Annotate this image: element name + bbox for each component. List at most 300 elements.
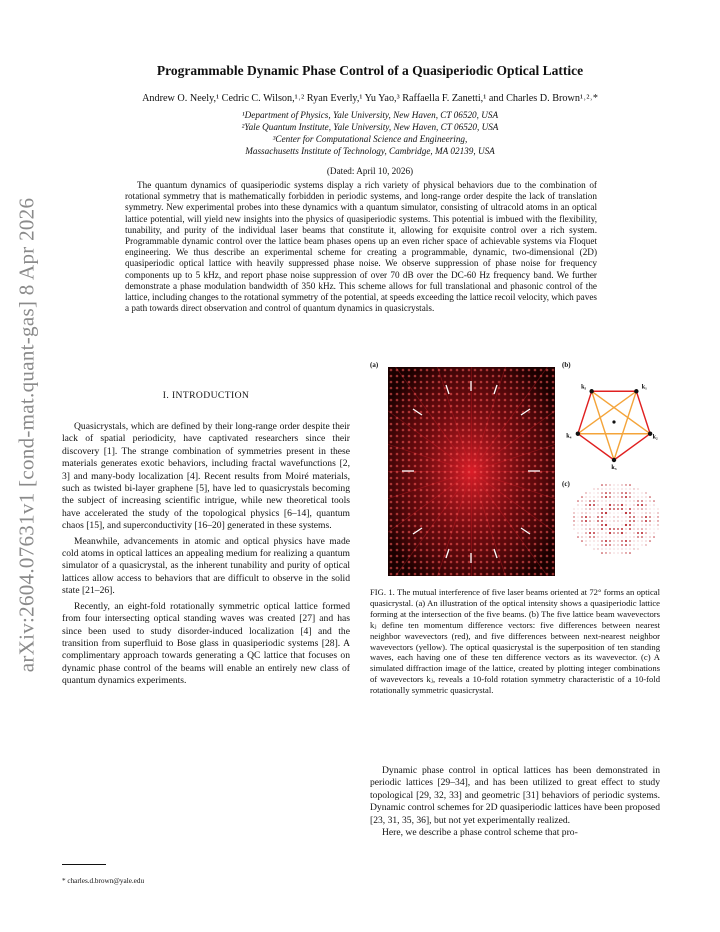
diffraction-peak bbox=[613, 508, 615, 510]
wavevector-tip bbox=[576, 432, 580, 436]
diffraction-peak bbox=[649, 516, 651, 518]
diffraction-peak bbox=[625, 536, 626, 537]
diffraction-peak bbox=[641, 500, 643, 502]
diffraction-peak bbox=[653, 536, 655, 538]
diffraction-peak bbox=[609, 492, 611, 494]
diffraction-peak bbox=[637, 520, 638, 521]
diffraction-peak bbox=[585, 512, 586, 513]
intro-paragraph: Quasicrystals, which are defined by their long-range order despite their lack of spatial periodicity, have captivated researchers since their discovery [1]. The strange combination of symmetries present in these materials generates exotic behaviors, including fractal wavefunctions [2, 3] and many-body localization [4]. Recent results from Moiré materials, such as twisted bi-layer graphene [5], have led to quasicrystals becoming the subject of increasing scientific intrigue, while new theoretical tools have accelerated the study of the topological physics [6–14], quantum chaos [15], and superconductivity [16–20] generated in these systems. bbox=[62, 421, 350, 532]
diffraction-peak bbox=[610, 501, 611, 502]
diffraction-peak bbox=[574, 509, 575, 510]
diffraction-peak bbox=[597, 492, 598, 493]
paper-title: Programmable Dynamic Phase Control of a Quasiperiodic Optical Lattice bbox=[156, 63, 584, 78]
diffraction-peak bbox=[633, 524, 634, 525]
diffraction-peak bbox=[629, 540, 631, 542]
diffraction-peak bbox=[601, 552, 603, 554]
footnote-rule bbox=[62, 864, 106, 865]
diffraction-peak bbox=[613, 492, 614, 493]
diffraction-peak bbox=[645, 540, 646, 541]
diffraction-peak bbox=[621, 544, 623, 546]
diffraction-peak bbox=[621, 492, 623, 494]
diffraction-peak bbox=[618, 553, 619, 554]
diffraction-peak bbox=[649, 524, 650, 525]
diffraction-peak bbox=[593, 548, 594, 549]
diffraction-peak bbox=[577, 500, 579, 502]
diffraction-peak bbox=[585, 528, 586, 529]
diffraction-peak bbox=[633, 504, 634, 505]
diffraction-peak bbox=[622, 501, 623, 502]
diffraction-peak bbox=[614, 485, 615, 486]
diffraction-peak bbox=[641, 516, 643, 518]
diffraction-peak bbox=[633, 548, 634, 549]
diffraction-peak bbox=[625, 524, 627, 526]
diffraction-peak bbox=[653, 532, 654, 533]
diffraction-peak bbox=[613, 504, 615, 506]
diffraction-peak bbox=[629, 520, 631, 522]
diffraction-peak bbox=[582, 509, 583, 510]
diffraction-peak bbox=[637, 528, 638, 529]
diffraction-peak bbox=[594, 513, 595, 514]
diffraction-peak bbox=[614, 549, 615, 550]
diffraction-peak bbox=[657, 520, 658, 521]
diffraction-peak bbox=[625, 528, 626, 529]
diffraction-peak bbox=[650, 533, 651, 534]
diffraction-peak bbox=[610, 517, 611, 518]
diffraction-peak bbox=[601, 492, 603, 494]
diffraction-peak bbox=[621, 540, 623, 542]
diffraction-peak bbox=[625, 516, 626, 517]
nearest-difference-vector bbox=[578, 434, 614, 460]
diffraction-peak bbox=[657, 512, 658, 513]
diffraction-peak bbox=[618, 489, 619, 490]
diffraction-peak bbox=[606, 489, 607, 490]
diffraction-peak bbox=[625, 520, 626, 521]
diffraction-peak bbox=[589, 532, 591, 534]
diffraction-peak bbox=[577, 504, 578, 505]
figure-caption: FIG. 1. The mutual interference of five laser beams oriented at 72° forms an optical quasicrystal. (a) An illustration of the optical intensity shows a quasiperiodic lattice forming at the intersection of the five beams. (b) The five lattice beam wavevectors kⱼ define ten momentum difference vectors: five differences between nearest neighbor wavevectors (red), and five differences between next-nearest neighbor wavevectors (yellow). The optical quasicrystal is the superposition of ten standing waves, each having one of these ten difference vectors as its wavevector. (c) A simulated diffraction image of the lattice, created by plotting integer combinations of wavevectors kⱼ, reveals a 10-fold rotation symmetry characteristic of a 10-fold rotationally symmetric quasicrystal. bbox=[370, 587, 660, 696]
diffraction-peak bbox=[610, 537, 611, 538]
wavevector-tip bbox=[612, 458, 616, 462]
diffraction-peak bbox=[633, 492, 634, 493]
diffraction-peak bbox=[637, 500, 639, 502]
diffraction-peak bbox=[601, 496, 603, 498]
diffraction-peak bbox=[649, 512, 650, 513]
diffraction-peak bbox=[597, 540, 598, 541]
diffraction-peak bbox=[633, 500, 634, 501]
diffraction-peak bbox=[621, 508, 623, 510]
wavevector-label: k₃ bbox=[611, 465, 617, 471]
diffraction-peak bbox=[581, 536, 582, 537]
diffraction-peak bbox=[581, 496, 583, 498]
diffraction-peak bbox=[601, 528, 603, 530]
diffraction-peak bbox=[637, 548, 638, 549]
diffraction-peak bbox=[633, 544, 634, 545]
diffraction-peak bbox=[638, 513, 639, 514]
diffraction-peak bbox=[629, 536, 630, 537]
diffraction-peak bbox=[642, 513, 643, 514]
diffraction-peak bbox=[585, 532, 587, 534]
diffraction-peak bbox=[581, 540, 583, 542]
diffraction-peak bbox=[654, 513, 655, 514]
diffraction-peak bbox=[649, 540, 651, 542]
diffraction-peak bbox=[590, 497, 591, 498]
diffraction-peak bbox=[582, 505, 583, 506]
diffraction-peak bbox=[629, 484, 631, 486]
diffraction-peak bbox=[589, 500, 591, 502]
diffraction-peak bbox=[582, 533, 583, 534]
diffraction-peak bbox=[637, 504, 639, 506]
diffraction-peak bbox=[625, 544, 627, 546]
date-line: (Dated: April 10, 2026) bbox=[326, 166, 414, 176]
diffraction-peak bbox=[642, 497, 643, 498]
diffraction-peak bbox=[641, 532, 643, 534]
diffraction-peak bbox=[622, 537, 623, 538]
diffraction-peak bbox=[602, 505, 603, 506]
diffraction-peak bbox=[654, 517, 655, 518]
diffraction-peak bbox=[593, 536, 595, 538]
diffraction-peak bbox=[609, 528, 611, 530]
diffraction-peak bbox=[626, 489, 627, 490]
affiliation-4: Massachusetts Institute of Technology, Cambridge, MA 02139, USA bbox=[245, 146, 495, 156]
diffraction-peak bbox=[597, 512, 598, 513]
diffraction-peak bbox=[594, 525, 595, 526]
diffraction-peak bbox=[593, 528, 594, 529]
diffraction-peak bbox=[637, 532, 639, 534]
diffraction-peak bbox=[642, 545, 643, 546]
diffraction-peak bbox=[645, 536, 646, 537]
diffraction-peak bbox=[589, 536, 591, 538]
diffraction-peak bbox=[605, 536, 606, 537]
diffraction-peak bbox=[629, 492, 631, 494]
diffraction-peak bbox=[649, 536, 650, 537]
diffraction-peak bbox=[578, 513, 579, 514]
diffraction-peak bbox=[621, 528, 623, 530]
diffraction-peak bbox=[641, 536, 643, 538]
diffraction-peak bbox=[605, 520, 606, 521]
diffraction-peak bbox=[614, 525, 615, 526]
diffraction-peak bbox=[617, 492, 618, 493]
diffraction-peak bbox=[657, 524, 658, 525]
diffraction-peak bbox=[650, 505, 651, 506]
diffraction-peak bbox=[609, 504, 611, 506]
body-paragraph: Dynamic phase control in optical lattices has been demonstrated in periodic lattices [29–34], and has been utilized to great effect to study topological [29, 32, 33] and geometric [31] behaviors of periodic systems. Dynamic control schemes for 2D quasiperiodic lattices have been proposed [23, 31, 35, 36], but not yet experimentally realized. bbox=[370, 765, 660, 826]
affiliation-1: ¹Department of Physics, Yale University, New Haven, CT 06520, USA bbox=[241, 110, 499, 120]
diffraction-peak bbox=[601, 484, 603, 486]
diffraction-peak bbox=[621, 496, 623, 498]
diffraction-peak bbox=[617, 516, 618, 517]
diffraction-peak bbox=[625, 504, 626, 505]
diffraction-peak bbox=[602, 549, 603, 550]
diffraction-peak bbox=[625, 508, 626, 509]
diffraction-peak bbox=[610, 525, 611, 526]
diffraction-peak bbox=[638, 493, 639, 494]
diffraction-peak bbox=[633, 508, 634, 509]
diffraction-peak bbox=[617, 520, 618, 521]
diffraction-peak bbox=[629, 544, 631, 546]
diffraction-peak bbox=[597, 516, 599, 518]
diffraction-peak bbox=[593, 516, 594, 517]
next-nearest-difference-vector bbox=[578, 391, 636, 433]
wavevector-label: k₅ bbox=[581, 384, 587, 391]
wavevector-tip bbox=[589, 389, 593, 393]
diffraction-peak bbox=[593, 488, 594, 489]
diffraction-peak bbox=[630, 549, 631, 550]
diffraction-peak bbox=[617, 540, 618, 541]
diffraction-peak bbox=[593, 496, 594, 497]
diffraction-peak bbox=[578, 509, 579, 510]
next-nearest-difference-vector bbox=[614, 391, 636, 460]
diffraction-peak bbox=[589, 528, 591, 530]
diffraction-peak bbox=[589, 520, 591, 522]
diffraction-peak bbox=[578, 525, 579, 526]
diffraction-peak bbox=[613, 528, 615, 530]
diffraction-peak bbox=[573, 524, 574, 525]
diffraction-peak bbox=[585, 536, 586, 537]
next-nearest-difference-vector bbox=[592, 391, 614, 460]
arxiv-identifier: arXiv:2604.07631v1 [cond-mat.quant-gas] 8 Apr 2026 bbox=[14, 197, 39, 673]
abstract: The quantum dynamics of quasiperiodic systems display a rich variety of physical behaviors due to the combination of rotational symmetry that is mathematically forbidden in periodic systems, and long-range order despite the lack of translation symmetry. New experimental probes into these dynamics with a quantum simulator, consisting of ultracold atoms in an optical lattice potential, will yield new insights into the physics of quasiperiodic systems. This potential is imbued with the flexibility, tunability, and purity of the individual laser beams that constitute it, allowing for exquisite control over a rich system. Programmable dynamic control over the lattice beam phases opens up an even richer space of achievable systems via Floquet engineering. We thus describe an experimental scheme for creating a programmable, dynamic, two-dimensional (2D) quasiperiodic optical lattice with heavily suppressed phase noise. We observe suppression of phase noise for frequency components up to 5 kHz, and report phase noise suppression of over 70 dB over the DC-60 Hz frequency band. We further demonstrate a phase modulation bandwidth of 350 kHz. This scheme allows for full translational and phasonic control of the lattice, including changes to the rotational symmetry of the potential, at speeds exceeding the lattice recoil velocity, which paves a path towards direct observation and control of quantum dynamics in quasicrystals. bbox=[125, 180, 597, 314]
figure-panel-b-label: (b) bbox=[562, 361, 571, 369]
diffraction-pattern bbox=[572, 483, 660, 555]
diffraction-peak bbox=[610, 489, 611, 490]
diffraction-peak bbox=[601, 524, 603, 526]
diffraction-peak bbox=[629, 500, 630, 501]
diffraction-peak bbox=[609, 508, 611, 510]
diffraction-peak bbox=[590, 513, 591, 514]
nearest-difference-vector bbox=[578, 391, 592, 433]
diffraction-peak bbox=[590, 545, 591, 546]
diffraction-peak bbox=[618, 525, 619, 526]
diffraction-peak bbox=[654, 509, 655, 510]
diffraction-peak bbox=[629, 508, 631, 510]
diffraction-peak bbox=[645, 512, 646, 513]
diffraction-peak bbox=[617, 532, 619, 534]
diffraction-peak bbox=[637, 536, 639, 538]
diffraction-peak bbox=[581, 512, 582, 513]
diffraction-peak bbox=[613, 520, 614, 521]
diffraction-peak bbox=[577, 536, 579, 538]
diffraction-peak bbox=[645, 524, 646, 525]
footnote-email: * charles.d.brown@yale.edu bbox=[62, 877, 145, 885]
diffraction-peak bbox=[629, 512, 631, 514]
origin-dot bbox=[612, 420, 615, 423]
body-paragraph: Here, we describe a phase control scheme that pro- bbox=[382, 827, 578, 839]
diffraction-peak bbox=[614, 537, 615, 538]
diffraction-peak bbox=[645, 528, 646, 529]
left-column bbox=[62, 421, 350, 688]
diffraction-peak bbox=[585, 508, 586, 509]
diffraction-peak bbox=[589, 516, 591, 518]
diffraction-peak bbox=[637, 496, 638, 497]
diffraction-peak bbox=[597, 500, 598, 501]
diffraction-peak bbox=[578, 517, 579, 518]
diffraction-peak bbox=[614, 553, 615, 554]
diffraction-peak bbox=[633, 512, 634, 513]
diffraction-peak bbox=[609, 532, 611, 534]
diffraction-peak bbox=[629, 496, 631, 498]
diffraction-peak bbox=[629, 552, 631, 554]
diffraction-peak bbox=[642, 493, 643, 494]
diffraction-peak bbox=[578, 529, 579, 530]
diffraction-peak bbox=[601, 540, 603, 542]
diffraction-peak bbox=[605, 540, 607, 542]
diffraction-peak bbox=[590, 493, 591, 494]
diffraction-peak bbox=[573, 512, 574, 513]
diffraction-peak bbox=[613, 540, 614, 541]
wavevector-label: k₁ bbox=[641, 384, 647, 391]
diffraction-peak bbox=[597, 536, 598, 537]
diffraction-peak bbox=[633, 532, 634, 533]
right-column bbox=[370, 765, 660, 839]
diffraction-peak bbox=[593, 504, 595, 506]
diffraction-peak bbox=[605, 544, 607, 546]
diffraction-peak bbox=[625, 496, 627, 498]
diffraction-peak bbox=[633, 528, 634, 529]
diffraction-peak bbox=[585, 516, 587, 518]
diffraction-peak bbox=[597, 528, 598, 529]
diffraction-peak bbox=[622, 489, 623, 490]
diffraction-peak bbox=[645, 544, 646, 545]
diffraction-peak bbox=[641, 508, 643, 510]
arxiv-identifier-sidebar bbox=[2, 197, 52, 673]
diffraction-peak bbox=[613, 496, 614, 497]
diffraction-peak bbox=[601, 536, 602, 537]
diffraction-peak bbox=[605, 532, 606, 533]
diffraction-peak bbox=[605, 500, 606, 501]
diffraction-peak bbox=[610, 513, 611, 514]
diffraction-peak bbox=[641, 520, 643, 522]
diffraction-peak bbox=[658, 509, 659, 510]
diffraction-peak bbox=[578, 521, 579, 522]
diffraction-peak bbox=[625, 500, 626, 501]
diffraction-peak bbox=[617, 508, 619, 510]
diffraction-peak bbox=[597, 504, 598, 505]
diffraction-peak bbox=[629, 524, 631, 526]
diffraction-peak bbox=[618, 485, 619, 486]
diffraction-peak bbox=[629, 516, 631, 518]
diffraction-peak bbox=[581, 520, 583, 522]
diffraction-peak bbox=[605, 504, 606, 505]
diffraction-peak bbox=[654, 521, 655, 522]
diffraction-peak bbox=[610, 521, 611, 522]
diffraction-peak bbox=[625, 484, 626, 485]
diffraction-peak bbox=[622, 513, 623, 514]
diffraction-peak bbox=[597, 548, 598, 549]
diffraction-peak bbox=[610, 549, 611, 550]
diffraction-peak bbox=[645, 496, 646, 497]
diffraction-peak bbox=[593, 540, 594, 541]
diffraction-peak bbox=[574, 529, 575, 530]
figure-panel-c-label: (c) bbox=[562, 480, 570, 488]
diffraction-peak bbox=[645, 504, 647, 506]
diffraction-peak bbox=[585, 504, 587, 506]
diffraction-peak bbox=[594, 545, 595, 546]
affiliation-2: ²Yale Quantum Institute, Yale University, New Haven, CT 06520, USA bbox=[241, 122, 499, 132]
diffraction-peak bbox=[593, 520, 594, 521]
diffraction-peak bbox=[637, 508, 638, 509]
diffraction-peak bbox=[621, 532, 623, 534]
diffraction-peak bbox=[613, 544, 614, 545]
diffraction-peak bbox=[650, 509, 651, 510]
diffraction-peak bbox=[609, 496, 611, 498]
diffraction-peak bbox=[653, 504, 654, 505]
diffraction-peak bbox=[601, 520, 603, 522]
diffraction-peak bbox=[642, 525, 643, 526]
diffraction-peak bbox=[585, 520, 587, 522]
diffraction-peak bbox=[618, 513, 619, 514]
diffraction-peak bbox=[645, 508, 646, 509]
diffraction-peak bbox=[633, 516, 635, 518]
diffraction-peak bbox=[654, 525, 655, 526]
diffraction-peak bbox=[630, 533, 631, 534]
diffraction-peak bbox=[618, 501, 619, 502]
diffraction-peak bbox=[629, 528, 631, 530]
diffraction-peak bbox=[618, 549, 619, 550]
diffraction-peak bbox=[645, 500, 646, 501]
diffraction-peak bbox=[642, 541, 643, 542]
diffraction-peak bbox=[609, 544, 611, 546]
diffraction-peak bbox=[581, 524, 582, 525]
diffraction-peak bbox=[581, 516, 583, 518]
section-heading: I. INTRODUCTION bbox=[162, 390, 250, 401]
diffraction-peak bbox=[633, 496, 634, 497]
diffraction-peak bbox=[602, 489, 603, 490]
diffraction-peak bbox=[605, 528, 606, 529]
intro-paragraph: Recently, an eight-fold rotationally symmetric optical lattice formed from four intersecting optical standing waves was created [27] and has since been used to study disorder-induced localization [4] and the transition from superfluid to Bose glass in quasiperiodic systems [28]. A complimentary approach towards generating a QC lattice that focuses on dynamic phase control of the beams will enable an entirely new class of quantum dynamics experiments. bbox=[62, 600, 350, 687]
diffraction-peak bbox=[630, 489, 631, 490]
figure-panel-a-label: (a) bbox=[370, 361, 379, 369]
diffraction-peak bbox=[617, 504, 619, 506]
nearest-difference-vector bbox=[614, 434, 650, 460]
diffraction-peak bbox=[645, 492, 646, 493]
diffraction-peak bbox=[606, 549, 607, 550]
diffraction-peak bbox=[589, 508, 591, 510]
diffraction-peak bbox=[609, 552, 610, 553]
diffraction-peak bbox=[625, 492, 627, 494]
diffraction-peak bbox=[597, 544, 598, 545]
diffraction-peak bbox=[590, 541, 591, 542]
diffraction-peak bbox=[625, 532, 626, 533]
diffraction-peak bbox=[605, 512, 607, 514]
wavevector-diagram bbox=[566, 367, 662, 471]
diffraction-peak bbox=[622, 517, 623, 518]
wavevector-label: k₂ bbox=[652, 434, 658, 441]
diffraction-peak bbox=[614, 513, 615, 514]
diffraction-peak bbox=[641, 528, 643, 530]
diffraction-peak bbox=[605, 552, 606, 553]
diffraction-peak bbox=[589, 504, 591, 506]
diffraction-peak bbox=[585, 544, 586, 545]
diffraction-peak bbox=[601, 516, 603, 518]
diffraction-peak bbox=[649, 520, 651, 522]
diffraction-peak bbox=[605, 496, 607, 498]
diffraction-peak bbox=[585, 496, 586, 497]
diffraction-peak bbox=[597, 532, 598, 533]
diffraction-peak bbox=[605, 508, 606, 509]
diffraction-peak bbox=[594, 493, 595, 494]
diffraction-peak bbox=[609, 484, 610, 485]
diffraction-peak bbox=[601, 508, 603, 510]
diffraction-peak bbox=[602, 533, 603, 534]
next-nearest-difference-vector bbox=[592, 391, 650, 433]
diffraction-peak bbox=[573, 520, 574, 521]
diffraction-peak bbox=[649, 500, 650, 501]
diffraction-peak bbox=[585, 540, 586, 541]
diffraction-peak bbox=[597, 508, 598, 509]
diffraction-peak bbox=[613, 532, 615, 534]
diffraction-peak bbox=[633, 536, 634, 537]
diffraction-peak bbox=[633, 540, 634, 541]
